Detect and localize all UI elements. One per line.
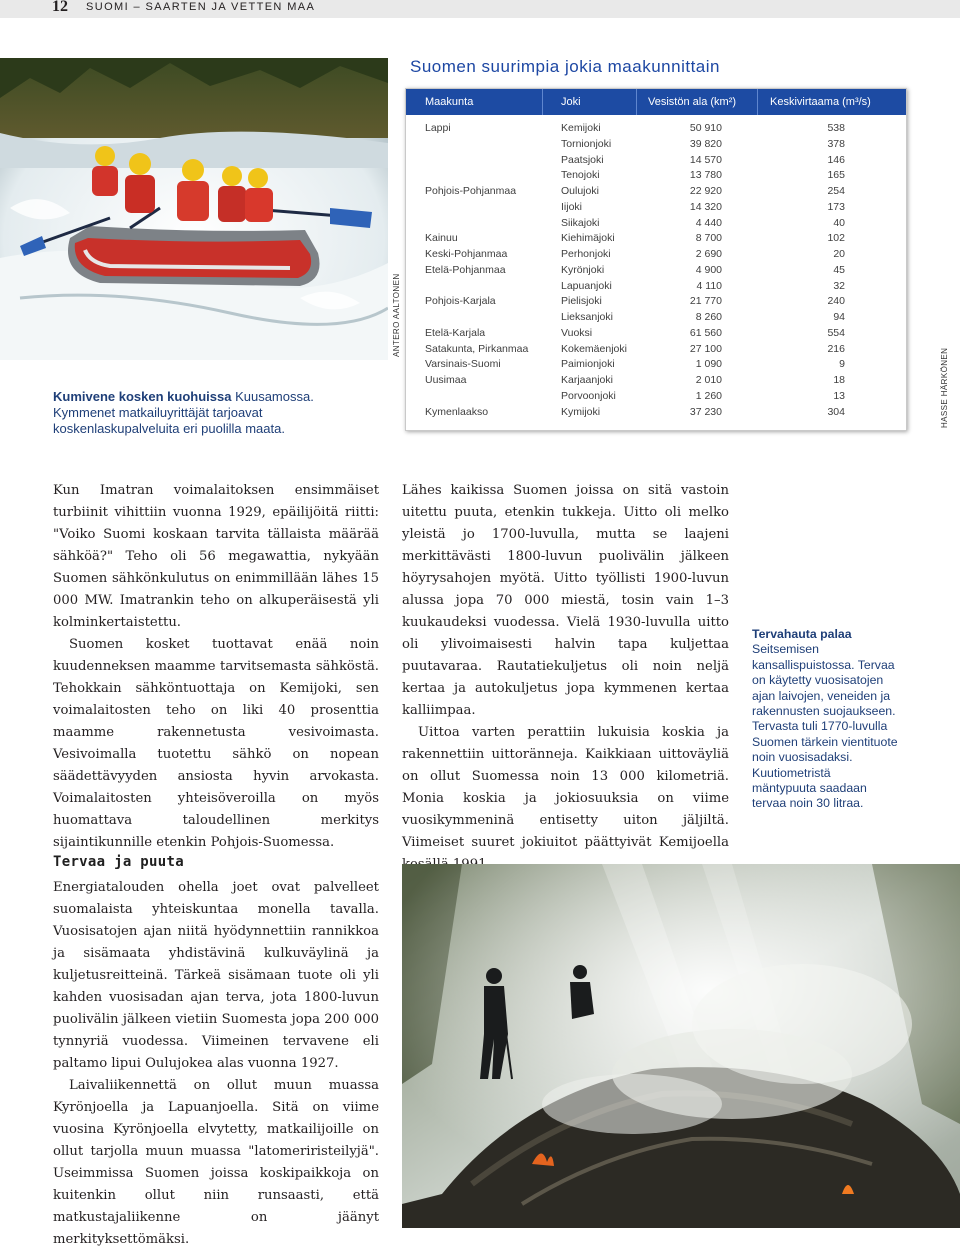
cell-flow: 304 xyxy=(827,405,845,418)
cell-river: Karjaanjoki xyxy=(561,374,613,387)
tar-pit-photo xyxy=(402,864,960,1228)
header-divider xyxy=(542,89,543,115)
header-area: Vesistön ala (km²) xyxy=(648,96,737,108)
cell-region: Kymenlaakso xyxy=(425,405,489,418)
rivers-table xyxy=(405,88,907,431)
article-column-2 xyxy=(402,480,729,876)
table-row xyxy=(406,231,906,247)
article-column-1 xyxy=(53,480,379,854)
cell-river: Lieksanjoki xyxy=(561,311,613,324)
table-row xyxy=(406,153,906,169)
table-row xyxy=(406,216,906,232)
sidebar-text xyxy=(53,877,379,1251)
cell-area: 14 570 xyxy=(689,153,722,166)
table-row xyxy=(406,405,906,421)
cell-region: Pohjois-Karjala xyxy=(425,295,496,308)
sidebar-paragraph: Energiatalouden ohella joet ovat palvelleet suomalaista yhteiskuntaa monella tavalla. Vuosisatojen ajan niitä hyödynnettiin rannikkoa ja sisämaata yhdistävinä kulkuväylinä ja kuljetusreitteinä. Tärkeä sisämaan tuote oli yli kahden vuosisadan ajan terva, jota 1800-luvun puolivälin jälkeen vietiin Suomesta jopa 200 000 tynnyriä vuodessa. Viimeinen tervavene eli paltamo lipui Oulujokea alas vuonna 1927. xyxy=(53,880,379,1071)
cell-region: Etelä-Karjala xyxy=(425,326,486,339)
table-row xyxy=(406,326,906,342)
cell-river: Siikajoki xyxy=(561,216,600,229)
rafting-photo-credit: ANTERO AALTONEN xyxy=(392,273,401,357)
cell-area: 37 230 xyxy=(689,405,722,418)
article-paragraph: Lähes kaikissa Suomen joissa on sitä vastoin uitettu puuta, etenkin tukkeja. Uitto oli melko yleistä jo 1700-luvulla, mutta se laajeni merkittävästi 1800-luvun puolivälin jälkeen höyrysahojen myötä. Uitto työllisti 1900-luvun alussa jopa 70 000 miestä, tosin vain 1–3 kuukaudeksi vuodessa. Vielä 1930-luvulla uitto oli ylivoimaisesti halvin tapa kuljettaa puutavaraa. Rautatiekuljetus oli noin neljä kertaa ja autokuljetus jopa kymmenen kertaa kalliimpaa. xyxy=(402,483,729,718)
cell-river: Paatsjoki xyxy=(561,153,604,166)
running-head: SUOMI – SAARTEN JA VETTEN MAA xyxy=(86,1,316,13)
cell-area: 39 820 xyxy=(689,137,722,150)
header-region: Maakunta xyxy=(425,96,474,108)
article-paragraph: Kun Imatran voimalaitoksen ensimmäiset turbiinit vihittiin vuonna 1929, epäilijöitä riitti: "Voiko Suomi koskaan tarvita tällaista määrää sähköä?" Teho oli 56 megawattia, nykyään Suomen sähkönkulutus on enimmillään lähes 15 000 MW. Imatrankin teho on alkuperäisestä yli kolminkertaistettu. xyxy=(53,483,379,630)
table-row xyxy=(406,121,906,137)
cell-flow: 173 xyxy=(827,200,845,213)
sidebar-heading: Tervaa ja puuta xyxy=(53,854,184,870)
cell-area: 22 920 xyxy=(689,185,722,198)
cell-flow: 9 xyxy=(839,358,845,371)
sidebar-paragraph: Laivaliikennettä on ollut muun muassa Kyrönjoella ja Lapuanjoella. Sitä on viime vuosina Kyrönjoella elvytetty, matkailijoille on ollut tarjolla muun muassa "latomeriristeilyjä". Useimmissa Suomen joissa koskipaikkoja on kuitenkin ollut niin runsaasti, että matkustajaliikenne on jäänyt merkityksettömäksi. xyxy=(53,1078,379,1247)
cell-area: 2 010 xyxy=(695,374,722,387)
cell-region: Keski-Pohjanmaa xyxy=(425,248,508,261)
cell-area: 1 260 xyxy=(695,390,722,403)
cell-area: 21 770 xyxy=(689,295,722,308)
cell-river: Tenojoki xyxy=(561,169,600,182)
cell-flow: 40 xyxy=(833,216,845,229)
rafting-caption-bold: Kumivene kosken kuohuissa xyxy=(53,389,232,404)
cell-area: 1 090 xyxy=(695,358,722,371)
cell-flow: 94 xyxy=(833,311,845,324)
tar-caption xyxy=(752,627,898,812)
cell-river: Kokemäenjoki xyxy=(561,342,627,355)
cell-flow: 32 xyxy=(833,279,845,292)
article-paragraph: Suomen kosket tuottavat enää noin kuudenneksen maamme tarvitsemasta sähköstä. Tehokkain sähköntuottaja on Kemijoki, sen voimalaitosten teho on liki 40 prosenttia maamme rakennetusta vesivoimasta. Vesivoimalla tuotettu sähkö on nopean säädettävyyden ansiosta hyvin arvokasta. Voimalaitosten yhteisöveroilla on myös huomattava taloudellinen merkitys sijaintikunnille etenkin Pohjois-Suomessa. xyxy=(53,637,379,850)
cell-river: Kemijoki xyxy=(561,122,601,134)
table-header-row xyxy=(406,89,906,115)
cell-area: 2 690 xyxy=(695,248,722,261)
cell-flow: 554 xyxy=(827,326,845,339)
rafting-caption-text: Kuusamossa. Kymmenet matkailuyrittäjät tarjoavat koskenlaskupalveluita eri puolilla maata. xyxy=(53,389,314,436)
article-paragraph: Uittoa varten perattiin lukuisia koskia ja rakennettiin uittoränneja. Kaikkiaan uittoväyliä on ollut Suomessa noin 13 000 kilometriä. Monia koskia ja jokiosuuksia on viime vuosikymmeninä entisetty uiton jäljiltä. Viimeiset suuret jokiuitot päättyivät Kemijoella xyxy=(402,725,729,850)
cell-region: Lappi xyxy=(425,122,451,134)
table-row xyxy=(406,168,906,184)
cell-flow: 165 xyxy=(827,169,845,182)
header-river: Joki xyxy=(561,96,581,108)
cell-area: 27 100 xyxy=(689,342,722,355)
rafting-photo xyxy=(0,58,388,360)
cell-flow: 20 xyxy=(833,248,845,261)
cell-area: 4 900 xyxy=(695,263,722,276)
cell-area: 8 700 xyxy=(695,232,722,245)
cell-region: Satakunta, Pirkanmaa xyxy=(425,342,529,355)
table-row xyxy=(406,357,906,373)
cell-flow: 254 xyxy=(827,185,845,198)
cell-region: Uusimaa xyxy=(425,374,467,387)
rafting-caption xyxy=(53,389,353,437)
table-row xyxy=(406,247,906,263)
cell-flow: 378 xyxy=(827,137,845,150)
cell-flow: 146 xyxy=(827,153,845,166)
cell-flow: 102 xyxy=(827,232,845,245)
table-body xyxy=(406,121,906,421)
cell-region: Etelä-Pohjanmaa xyxy=(425,263,506,276)
cell-flow: 216 xyxy=(827,342,845,355)
cell-river: Pielisjoki xyxy=(561,295,602,308)
table-row xyxy=(406,294,906,310)
cell-region: Varsinais-Suomi xyxy=(425,358,501,371)
table-row xyxy=(406,310,906,326)
cell-area: 13 780 xyxy=(689,169,722,182)
tar-caption-text: Seitsemisen kansallispuistossa. Tervaa on käytetty vuosisatojen ajan laivojen, veneiden ja rakennusten suojaukseen. Tervasta tuli 1770-luvulla Suomen tärkein vientituote noin vuosisadaksi. Kuutiometristä mäntypuuta saadaan tervaa noin 30 litraa. xyxy=(752,642,898,811)
header-divider xyxy=(757,89,758,115)
cell-area: 50 910 xyxy=(689,122,722,134)
cell-river: Kyrönjoki xyxy=(561,263,605,276)
header-flow: Keskivirtaama (m³/s) xyxy=(770,96,871,108)
cell-flow: 240 xyxy=(827,295,845,308)
table-row xyxy=(406,200,906,216)
cell-area: 4 440 xyxy=(695,216,722,229)
table-row xyxy=(406,389,906,405)
table-row xyxy=(406,263,906,279)
table-row xyxy=(406,373,906,389)
cell-flow: 18 xyxy=(833,374,845,387)
cell-river: Vuoksi xyxy=(561,326,593,339)
table-row xyxy=(406,279,906,295)
tar-caption-bold: Tervahauta palaa xyxy=(752,627,852,641)
table-photo-credit: HASSE HÄRKÖNEN xyxy=(940,347,949,428)
table-row xyxy=(406,137,906,153)
cell-area: 14 320 xyxy=(689,200,722,213)
cell-river: Tornionjoki xyxy=(561,137,612,150)
table-row xyxy=(406,184,906,200)
cell-flow: 13 xyxy=(833,390,845,403)
cell-flow: 538 xyxy=(827,122,845,134)
cell-river: Porvoonjoki xyxy=(561,390,616,403)
cell-region: Pohjois-Pohjanmaa xyxy=(425,185,517,198)
cell-area: 4 110 xyxy=(696,279,722,292)
cell-river: Oulujoki xyxy=(561,185,599,198)
cell-river: Paimionjoki xyxy=(561,358,615,371)
cell-area: 61 560 xyxy=(689,326,722,339)
cell-region: Kainuu xyxy=(425,232,458,245)
cell-river: Iijoki xyxy=(561,200,583,213)
table-row xyxy=(406,342,906,358)
table-title: Suomen suurimpia jokia maakunnittain xyxy=(410,57,720,76)
cell-area: 8 260 xyxy=(695,311,722,324)
cell-river: Kymijoki xyxy=(561,405,601,418)
page-number: 12 xyxy=(52,0,68,15)
cell-river: Lapuanjoki xyxy=(561,279,612,292)
header-bar xyxy=(0,0,960,18)
cell-river: Perhonjoki xyxy=(561,248,611,261)
cell-flow: 45 xyxy=(833,263,845,276)
cell-river: Kiehimäjoki xyxy=(561,232,615,245)
header-divider xyxy=(636,89,637,115)
